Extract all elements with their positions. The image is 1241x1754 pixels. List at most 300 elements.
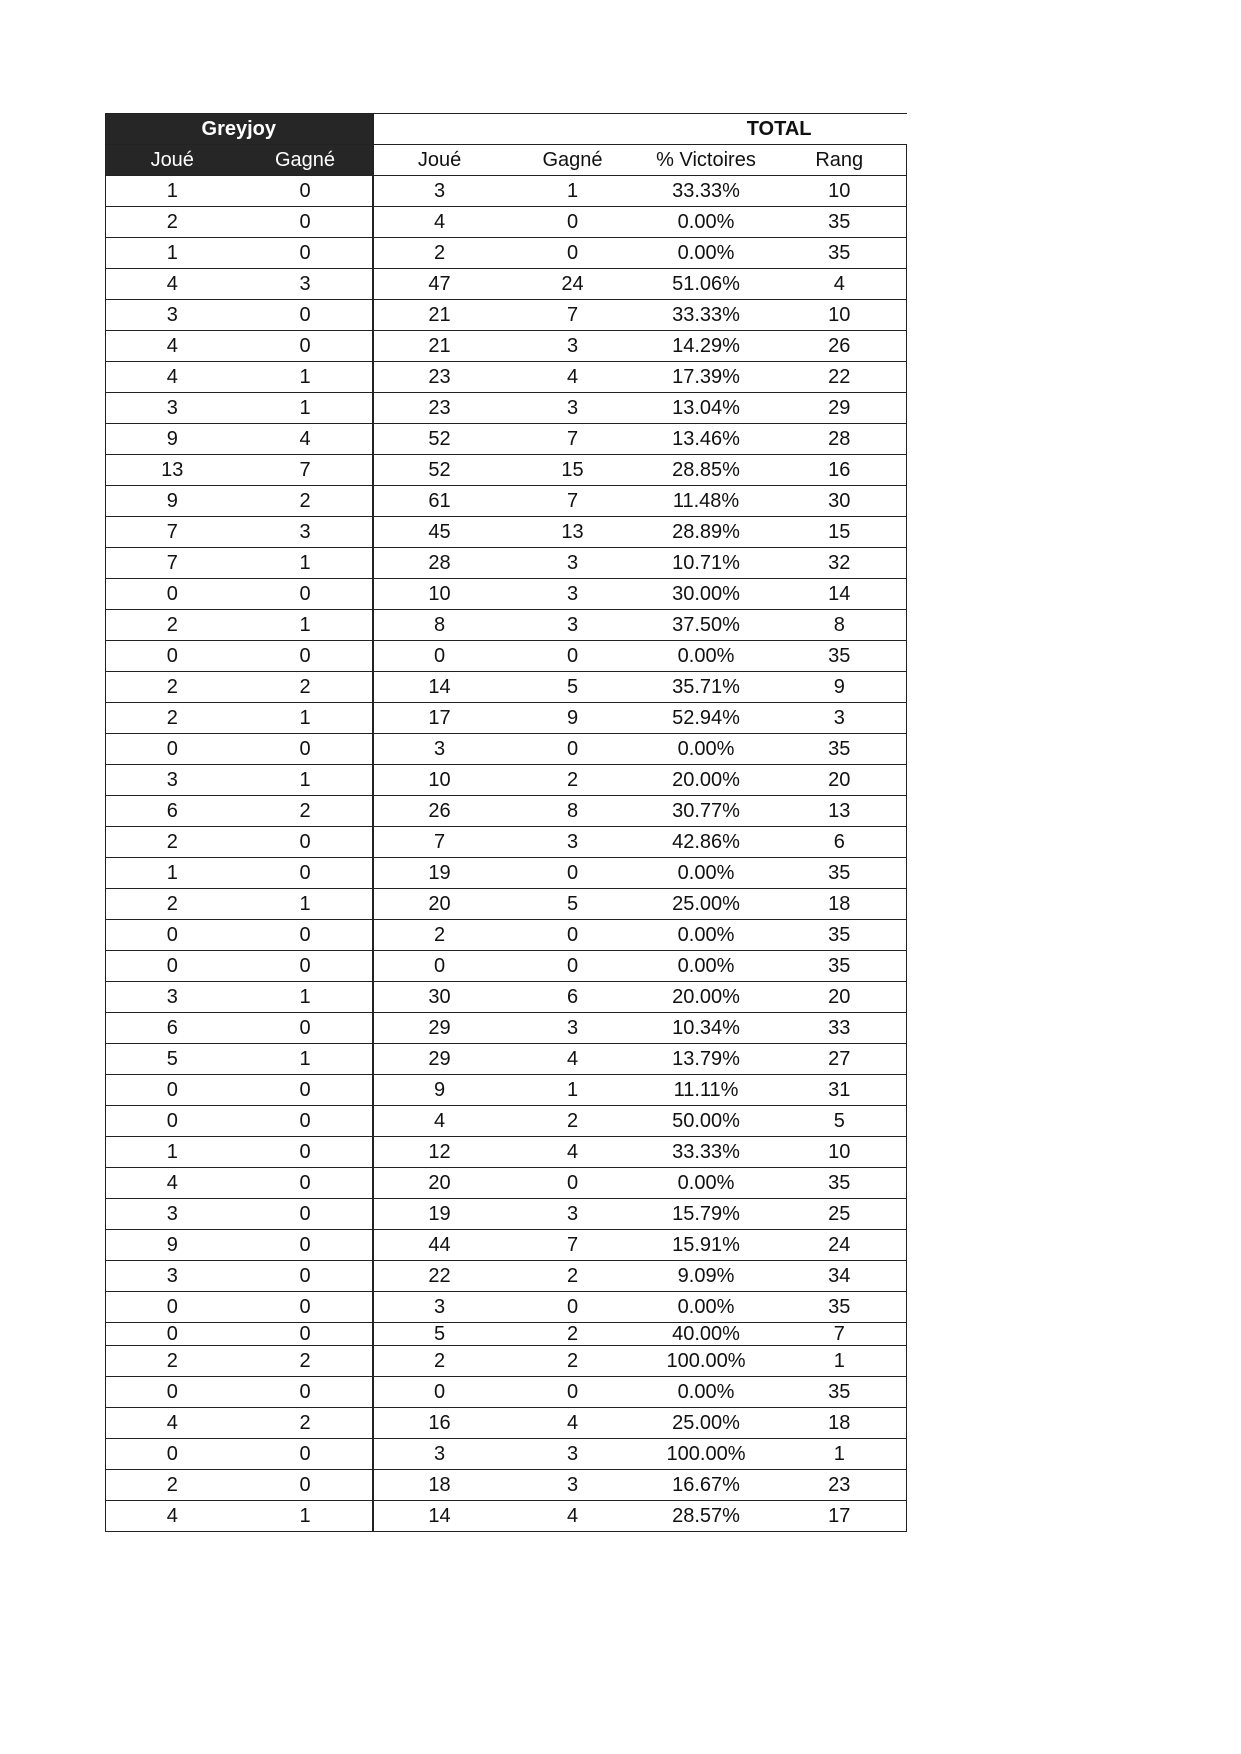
table-row xyxy=(106,269,907,300)
cell-total-gagne: 3 xyxy=(506,1199,640,1230)
cell-total-joue: 3 xyxy=(373,176,506,207)
cell-greyjoy-gagne: 0 xyxy=(239,951,373,982)
table-row xyxy=(106,1199,907,1230)
col-header-greyjoy-gagne: Gagné xyxy=(239,145,373,176)
cell-greyjoy-gagne: 0 xyxy=(239,300,373,331)
cell-victoires: 25.00% xyxy=(640,889,773,920)
cell-greyjoy-joue: 0 xyxy=(106,1377,239,1408)
cell-rang: 29 xyxy=(773,393,907,424)
cell-rang: 18 xyxy=(773,1408,907,1439)
table-row xyxy=(106,703,907,734)
cell-rang: 4 xyxy=(773,269,907,300)
cell-greyjoy-gagne: 0 xyxy=(239,1377,373,1408)
cell-victoires: 0.00% xyxy=(640,951,773,982)
cell-total-gagne: 4 xyxy=(506,1501,640,1532)
table-row xyxy=(106,858,907,889)
cell-victoires: 17.39% xyxy=(640,362,773,393)
cell-victoires: 0.00% xyxy=(640,920,773,951)
cell-greyjoy-joue: 3 xyxy=(106,393,239,424)
cell-total-gagne: 4 xyxy=(506,362,640,393)
cell-greyjoy-joue: 4 xyxy=(106,1501,239,1532)
cell-greyjoy-gagne: 1 xyxy=(239,362,373,393)
cell-total-joue: 0 xyxy=(373,951,506,982)
cell-greyjoy-gagne: 0 xyxy=(239,579,373,610)
cell-rang: 35 xyxy=(773,238,907,269)
cell-greyjoy-joue: 0 xyxy=(106,1106,239,1137)
cell-victoires: 20.00% xyxy=(640,982,773,1013)
cell-total-joue: 5 xyxy=(373,1323,506,1346)
cell-greyjoy-gagne: 0 xyxy=(239,1323,373,1346)
table-row xyxy=(106,1044,907,1075)
cell-greyjoy-gagne: 0 xyxy=(239,1230,373,1261)
cell-greyjoy-joue: 1 xyxy=(106,1137,239,1168)
cell-rang: 20 xyxy=(773,982,907,1013)
cell-greyjoy-joue: 3 xyxy=(106,300,239,331)
cell-total-gagne: 4 xyxy=(506,1137,640,1168)
cell-total-gagne: 7 xyxy=(506,424,640,455)
cell-rang: 9 xyxy=(773,672,907,703)
cell-total-joue: 12 xyxy=(373,1137,506,1168)
cell-greyjoy-gagne: 0 xyxy=(239,1075,373,1106)
cell-greyjoy-joue: 2 xyxy=(106,207,239,238)
cell-greyjoy-gagne: 0 xyxy=(239,238,373,269)
table-row xyxy=(106,238,907,269)
cell-greyjoy-joue: 0 xyxy=(106,1323,239,1346)
table-row xyxy=(106,1377,907,1408)
cell-greyjoy-joue: 9 xyxy=(106,486,239,517)
cell-greyjoy-joue: 1 xyxy=(106,176,239,207)
cell-total-gagne: 3 xyxy=(506,393,640,424)
cell-greyjoy-gagne: 0 xyxy=(239,331,373,362)
cell-victoires: 100.00% xyxy=(640,1346,773,1377)
cell-total-joue: 28 xyxy=(373,548,506,579)
cell-greyjoy-joue: 13 xyxy=(106,455,239,486)
cell-rang: 10 xyxy=(773,1137,907,1168)
table-row xyxy=(106,672,907,703)
cell-greyjoy-gagne: 2 xyxy=(239,486,373,517)
cell-greyjoy-gagne: 1 xyxy=(239,889,373,920)
cell-rang: 35 xyxy=(773,951,907,982)
cell-rang: 35 xyxy=(773,1292,907,1323)
table-row xyxy=(106,517,907,548)
cell-total-gagne: 1 xyxy=(506,176,640,207)
cell-total-joue: 61 xyxy=(373,486,506,517)
table-row xyxy=(106,1408,907,1439)
cell-victoires: 13.79% xyxy=(640,1044,773,1075)
cell-total-joue: 14 xyxy=(373,1501,506,1532)
cell-rang: 23 xyxy=(773,1470,907,1501)
cell-total-joue: 10 xyxy=(373,765,506,796)
cell-victoires: 35.71% xyxy=(640,672,773,703)
cell-total-joue: 21 xyxy=(373,300,506,331)
cell-total-joue: 0 xyxy=(373,641,506,672)
cell-greyjoy-joue: 9 xyxy=(106,424,239,455)
cell-total-gagne: 9 xyxy=(506,703,640,734)
cell-greyjoy-joue: 5 xyxy=(106,1044,239,1075)
cell-victoires: 10.34% xyxy=(640,1013,773,1044)
group-header-total: TOTAL xyxy=(373,114,907,145)
cell-total-gagne: 7 xyxy=(506,1230,640,1261)
table-row xyxy=(106,734,907,765)
table-row xyxy=(106,548,907,579)
cell-total-joue: 3 xyxy=(373,1292,506,1323)
table-row xyxy=(106,920,907,951)
cell-total-gagne: 13 xyxy=(506,517,640,548)
cell-greyjoy-gagne: 0 xyxy=(239,1199,373,1230)
cell-greyjoy-gagne: 3 xyxy=(239,269,373,300)
cell-greyjoy-gagne: 0 xyxy=(239,920,373,951)
group-header-row xyxy=(106,114,907,145)
cell-total-joue: 8 xyxy=(373,610,506,641)
cell-victoires: 0.00% xyxy=(640,1377,773,1408)
cell-rang: 33 xyxy=(773,1013,907,1044)
cell-greyjoy-joue: 0 xyxy=(106,951,239,982)
cell-rang: 7 xyxy=(773,1323,907,1346)
cell-greyjoy-joue: 3 xyxy=(106,765,239,796)
table-row xyxy=(106,331,907,362)
cell-greyjoy-gagne: 1 xyxy=(239,393,373,424)
cell-total-gagne: 2 xyxy=(506,1346,640,1377)
cell-greyjoy-gagne: 0 xyxy=(239,1168,373,1199)
cell-greyjoy-gagne: 0 xyxy=(239,1013,373,1044)
cell-greyjoy-gagne: 1 xyxy=(239,1501,373,1532)
cell-total-joue: 19 xyxy=(373,858,506,889)
cell-total-joue: 2 xyxy=(373,1346,506,1377)
cell-rang: 35 xyxy=(773,207,907,238)
table-row xyxy=(106,424,907,455)
cell-total-gagne: 0 xyxy=(506,951,640,982)
cell-rang: 35 xyxy=(773,858,907,889)
cell-victoires: 0.00% xyxy=(640,238,773,269)
cell-victoires: 0.00% xyxy=(640,207,773,238)
cell-victoires: 0.00% xyxy=(640,1168,773,1199)
cell-victoires: 11.11% xyxy=(640,1075,773,1106)
cell-rang: 17 xyxy=(773,1501,907,1532)
cell-victoires: 30.77% xyxy=(640,796,773,827)
table-row xyxy=(106,951,907,982)
cell-greyjoy-joue: 0 xyxy=(106,920,239,951)
cell-victoires: 15.91% xyxy=(640,1230,773,1261)
cell-total-gagne: 2 xyxy=(506,1323,640,1346)
cell-greyjoy-joue: 4 xyxy=(106,1168,239,1199)
cell-victoires: 37.50% xyxy=(640,610,773,641)
cell-total-gagne: 4 xyxy=(506,1044,640,1075)
table-row xyxy=(106,455,907,486)
table-row xyxy=(106,300,907,331)
cell-total-joue: 2 xyxy=(373,920,506,951)
cell-victoires: 51.06% xyxy=(640,269,773,300)
table-row xyxy=(106,1439,907,1470)
cell-greyjoy-gagne: 0 xyxy=(239,1470,373,1501)
cell-greyjoy-gagne: 1 xyxy=(239,548,373,579)
cell-victoires: 42.86% xyxy=(640,827,773,858)
cell-victoires: 0.00% xyxy=(640,641,773,672)
cell-greyjoy-joue: 6 xyxy=(106,796,239,827)
cell-victoires: 11.48% xyxy=(640,486,773,517)
cell-total-joue: 23 xyxy=(373,362,506,393)
cell-rang: 5 xyxy=(773,1106,907,1137)
cell-greyjoy-gagne: 7 xyxy=(239,455,373,486)
cell-total-gagne: 0 xyxy=(506,1292,640,1323)
cell-total-joue: 17 xyxy=(373,703,506,734)
cell-greyjoy-gagne: 0 xyxy=(239,1439,373,1470)
cell-total-gagne: 3 xyxy=(506,1013,640,1044)
cell-greyjoy-joue: 2 xyxy=(106,1470,239,1501)
cell-total-gagne: 2 xyxy=(506,1261,640,1292)
cell-rang: 35 xyxy=(773,641,907,672)
cell-victoires: 9.09% xyxy=(640,1261,773,1292)
cell-greyjoy-gagne: 0 xyxy=(239,1292,373,1323)
cell-total-gagne: 3 xyxy=(506,1439,640,1470)
cell-victoires: 10.71% xyxy=(640,548,773,579)
cell-victoires: 14.29% xyxy=(640,331,773,362)
cell-greyjoy-gagne: 0 xyxy=(239,641,373,672)
cell-greyjoy-gagne: 3 xyxy=(239,517,373,548)
cell-total-joue: 4 xyxy=(373,1106,506,1137)
cell-total-joue: 21 xyxy=(373,331,506,362)
cell-total-gagne: 2 xyxy=(506,765,640,796)
cell-victoires: 25.00% xyxy=(640,1408,773,1439)
cell-total-gagne: 3 xyxy=(506,331,640,362)
table-row xyxy=(106,362,907,393)
cell-greyjoy-joue: 2 xyxy=(106,672,239,703)
cell-total-joue: 26 xyxy=(373,796,506,827)
cell-rang: 13 xyxy=(773,796,907,827)
cell-greyjoy-joue: 3 xyxy=(106,1199,239,1230)
table-row xyxy=(106,765,907,796)
column-header-row xyxy=(106,145,907,176)
cell-total-gagne: 7 xyxy=(506,486,640,517)
cell-greyjoy-joue: 4 xyxy=(106,362,239,393)
cell-total-joue: 44 xyxy=(373,1230,506,1261)
cell-rang: 25 xyxy=(773,1199,907,1230)
cell-greyjoy-joue: 2 xyxy=(106,827,239,858)
cell-total-joue: 16 xyxy=(373,1408,506,1439)
cell-rang: 8 xyxy=(773,610,907,641)
cell-greyjoy-joue: 1 xyxy=(106,858,239,889)
cell-rang: 10 xyxy=(773,300,907,331)
cell-victoires: 28.57% xyxy=(640,1501,773,1532)
cell-rang: 15 xyxy=(773,517,907,548)
cell-total-joue: 7 xyxy=(373,827,506,858)
cell-total-gagne: 0 xyxy=(506,734,640,765)
cell-victoires: 28.89% xyxy=(640,517,773,548)
cell-total-gagne: 24 xyxy=(506,269,640,300)
table-row xyxy=(106,1106,907,1137)
cell-greyjoy-joue: 0 xyxy=(106,734,239,765)
cell-greyjoy-joue: 7 xyxy=(106,548,239,579)
cell-total-joue: 29 xyxy=(373,1013,506,1044)
cell-total-gagne: 15 xyxy=(506,455,640,486)
cell-total-gagne: 3 xyxy=(506,548,640,579)
cell-total-gagne: 4 xyxy=(506,1408,640,1439)
cell-total-joue: 3 xyxy=(373,1439,506,1470)
cell-total-gagne: 5 xyxy=(506,672,640,703)
cell-total-gagne: 0 xyxy=(506,1377,640,1408)
table-row xyxy=(106,641,907,672)
group-header-greyjoy: Greyjoy xyxy=(106,114,373,145)
cell-victoires: 13.46% xyxy=(640,424,773,455)
cell-victoires: 0.00% xyxy=(640,734,773,765)
cell-rang: 1 xyxy=(773,1346,907,1377)
table-row xyxy=(106,827,907,858)
cell-victoires: 16.67% xyxy=(640,1470,773,1501)
cell-victoires: 33.33% xyxy=(640,300,773,331)
cell-total-joue: 9 xyxy=(373,1075,506,1106)
cell-rang: 24 xyxy=(773,1230,907,1261)
cell-total-gagne: 3 xyxy=(506,610,640,641)
cell-total-gagne: 0 xyxy=(506,207,640,238)
table-row xyxy=(106,610,907,641)
cell-total-gagne: 3 xyxy=(506,827,640,858)
cell-rang: 18 xyxy=(773,889,907,920)
cell-rang: 28 xyxy=(773,424,907,455)
cell-greyjoy-joue: 2 xyxy=(106,703,239,734)
cell-greyjoy-gagne: 2 xyxy=(239,672,373,703)
cell-total-joue: 45 xyxy=(373,517,506,548)
table-row xyxy=(106,1323,907,1346)
cell-greyjoy-gagne: 2 xyxy=(239,1408,373,1439)
cell-total-gagne: 2 xyxy=(506,1106,640,1137)
cell-greyjoy-joue: 0 xyxy=(106,1292,239,1323)
cell-victoires: 100.00% xyxy=(640,1439,773,1470)
cell-greyjoy-gagne: 0 xyxy=(239,176,373,207)
cell-greyjoy-joue: 0 xyxy=(106,579,239,610)
cell-total-joue: 18 xyxy=(373,1470,506,1501)
table-row xyxy=(106,1470,907,1501)
cell-total-gagne: 7 xyxy=(506,300,640,331)
cell-victoires: 33.33% xyxy=(640,176,773,207)
cell-greyjoy-gagne: 0 xyxy=(239,1106,373,1137)
cell-rang: 22 xyxy=(773,362,907,393)
cell-total-gagne: 0 xyxy=(506,858,640,889)
cell-greyjoy-joue: 1 xyxy=(106,238,239,269)
cell-total-gagne: 3 xyxy=(506,579,640,610)
cell-greyjoy-gagne: 0 xyxy=(239,827,373,858)
cell-total-joue: 4 xyxy=(373,207,506,238)
cell-rang: 31 xyxy=(773,1075,907,1106)
cell-total-joue: 52 xyxy=(373,424,506,455)
cell-greyjoy-joue: 3 xyxy=(106,1261,239,1292)
cell-greyjoy-gagne: 2 xyxy=(239,796,373,827)
cell-greyjoy-joue: 4 xyxy=(106,269,239,300)
cell-total-joue: 20 xyxy=(373,889,506,920)
cell-greyjoy-joue: 9 xyxy=(106,1230,239,1261)
cell-victoires: 0.00% xyxy=(640,1292,773,1323)
table-row xyxy=(106,982,907,1013)
cell-rang: 14 xyxy=(773,579,907,610)
cell-greyjoy-gagne: 1 xyxy=(239,610,373,641)
cell-total-joue: 19 xyxy=(373,1199,506,1230)
table-row xyxy=(106,1075,907,1106)
cell-rang: 1 xyxy=(773,1439,907,1470)
table-row xyxy=(106,1346,907,1377)
cell-greyjoy-gagne: 0 xyxy=(239,1261,373,1292)
cell-greyjoy-joue: 2 xyxy=(106,1346,239,1377)
cell-rang: 20 xyxy=(773,765,907,796)
col-header-total-joue: Joué xyxy=(373,145,506,176)
table-row xyxy=(106,207,907,238)
cell-total-joue: 47 xyxy=(373,269,506,300)
table-row xyxy=(106,796,907,827)
cell-victoires: 28.85% xyxy=(640,455,773,486)
cell-greyjoy-joue: 4 xyxy=(106,1408,239,1439)
cell-victoires: 20.00% xyxy=(640,765,773,796)
table-row xyxy=(106,486,907,517)
cell-rang: 6 xyxy=(773,827,907,858)
cell-total-joue: 3 xyxy=(373,734,506,765)
table-row xyxy=(106,579,907,610)
cell-greyjoy-joue: 7 xyxy=(106,517,239,548)
cell-total-joue: 10 xyxy=(373,579,506,610)
cell-total-gagne: 6 xyxy=(506,982,640,1013)
cell-total-gagne: 0 xyxy=(506,920,640,951)
table-row xyxy=(106,176,907,207)
table-row xyxy=(106,1230,907,1261)
cell-total-joue: 0 xyxy=(373,1377,506,1408)
cell-greyjoy-gagne: 0 xyxy=(239,1137,373,1168)
cell-total-joue: 30 xyxy=(373,982,506,1013)
cell-rang: 35 xyxy=(773,920,907,951)
cell-total-joue: 22 xyxy=(373,1261,506,1292)
col-header-rang: Rang xyxy=(773,145,907,176)
cell-greyjoy-joue: 0 xyxy=(106,1439,239,1470)
cell-rang: 35 xyxy=(773,1377,907,1408)
cell-total-joue: 20 xyxy=(373,1168,506,1199)
cell-rang: 35 xyxy=(773,1168,907,1199)
cell-greyjoy-joue: 4 xyxy=(106,331,239,362)
cell-victoires: 52.94% xyxy=(640,703,773,734)
table-body xyxy=(106,176,907,1532)
cell-total-gagne: 1 xyxy=(506,1075,640,1106)
cell-rang: 3 xyxy=(773,703,907,734)
stats-table xyxy=(105,113,907,1532)
cell-total-joue: 52 xyxy=(373,455,506,486)
cell-total-gagne: 5 xyxy=(506,889,640,920)
cell-greyjoy-gagne: 0 xyxy=(239,207,373,238)
cell-victoires: 40.00% xyxy=(640,1323,773,1346)
col-header-greyjoy-joue: Joué xyxy=(106,145,239,176)
cell-greyjoy-joue: 0 xyxy=(106,641,239,672)
cell-rang: 35 xyxy=(773,734,907,765)
cell-total-joue: 29 xyxy=(373,1044,506,1075)
table-row xyxy=(106,1137,907,1168)
cell-total-gagne: 3 xyxy=(506,1470,640,1501)
cell-total-joue: 2 xyxy=(373,238,506,269)
cell-total-gagne: 0 xyxy=(506,1168,640,1199)
cell-victoires: 30.00% xyxy=(640,579,773,610)
cell-rang: 26 xyxy=(773,331,907,362)
cell-greyjoy-joue: 0 xyxy=(106,1075,239,1106)
cell-victoires: 15.79% xyxy=(640,1199,773,1230)
table-row xyxy=(106,1168,907,1199)
cell-victoires: 13.04% xyxy=(640,393,773,424)
cell-greyjoy-gagne: 2 xyxy=(239,1346,373,1377)
cell-total-gagne: 8 xyxy=(506,796,640,827)
table-row xyxy=(106,393,907,424)
cell-rang: 32 xyxy=(773,548,907,579)
cell-rang: 30 xyxy=(773,486,907,517)
cell-total-joue: 23 xyxy=(373,393,506,424)
cell-greyjoy-joue: 6 xyxy=(106,1013,239,1044)
table-row xyxy=(106,1261,907,1292)
cell-victoires: 50.00% xyxy=(640,1106,773,1137)
cell-rang: 10 xyxy=(773,176,907,207)
cell-greyjoy-joue: 2 xyxy=(106,889,239,920)
table-row xyxy=(106,1292,907,1323)
cell-greyjoy-gagne: 1 xyxy=(239,765,373,796)
cell-greyjoy-gagne: 1 xyxy=(239,982,373,1013)
